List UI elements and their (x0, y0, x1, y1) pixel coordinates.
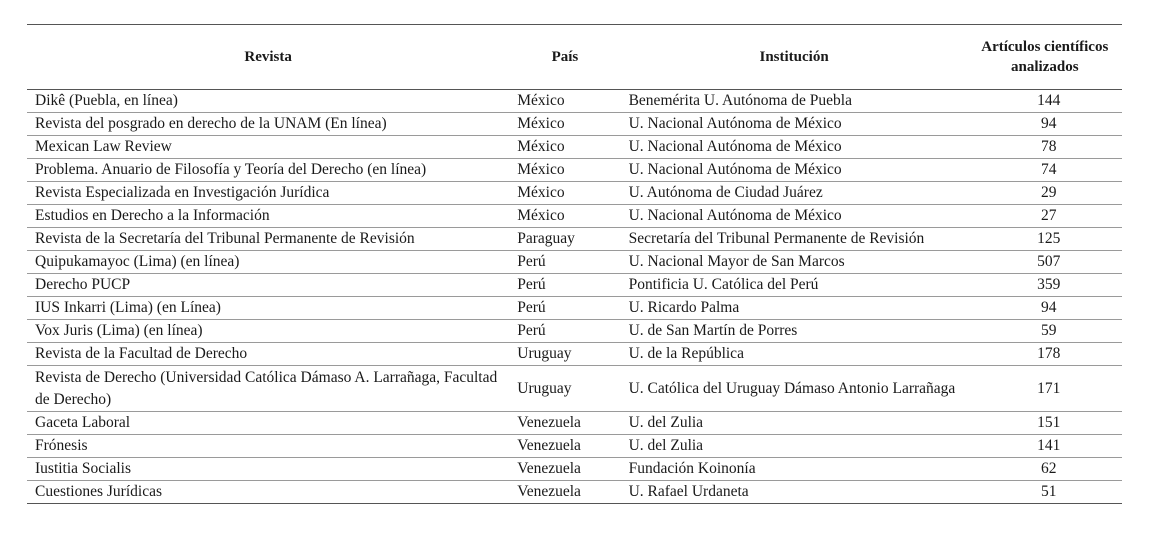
cell-articulos: 125 (968, 228, 1122, 251)
cell-pais: Venezuela (509, 458, 620, 481)
table-row (27, 274, 1122, 297)
cell-institucion: U. del Zulia (621, 412, 968, 435)
cell-revista: Dikê (Puebla, en línea) (27, 90, 509, 113)
cell-revista: Revista de la Facultad de Derecho (27, 343, 509, 366)
cell-institucion: U. Nacional Autónoma de México (621, 136, 968, 159)
cell-pais: Perú (509, 320, 620, 343)
cell-revista: Cuestiones Jurídicas (27, 481, 509, 504)
cell-pais: Venezuela (509, 481, 620, 504)
cell-revista: IUS Inkarri (Lima) (en Línea) (27, 297, 509, 320)
table-row (27, 481, 1122, 504)
table-row (27, 228, 1122, 251)
cell-institucion: U. del Zulia (621, 435, 968, 458)
cell-institucion: U. Nacional Mayor de San Marcos (621, 251, 968, 274)
cell-pais: Uruguay (509, 366, 620, 412)
cell-revista: Revista Especializada en Investigación Jurídica (27, 182, 509, 205)
header-revista: Revista (27, 25, 509, 90)
cell-institucion: U. Autónoma de Ciudad Juárez (621, 182, 968, 205)
table-row (27, 297, 1122, 320)
table-row (27, 205, 1122, 228)
cell-institucion: U. de San Martín de Porres (621, 320, 968, 343)
cell-institucion: Benemérita U. Autónoma de Puebla (621, 90, 968, 113)
cell-institucion: Pontificia U. Católica del Perú (621, 274, 968, 297)
cell-pais: México (509, 90, 620, 113)
cell-pais: Uruguay (509, 343, 620, 366)
cell-articulos: 507 (968, 251, 1122, 274)
header-pais: País (509, 25, 620, 90)
cell-pais: Perú (509, 297, 620, 320)
header-articulos: Artículos científicos analizados (968, 25, 1122, 90)
cell-pais: Venezuela (509, 412, 620, 435)
cell-pais: Perú (509, 274, 620, 297)
cell-pais: México (509, 113, 620, 136)
cell-institucion: U. Ricardo Palma (621, 297, 968, 320)
table-row (27, 251, 1122, 274)
cell-revista: Iustitia Socialis (27, 458, 509, 481)
cell-articulos: 141 (968, 435, 1122, 458)
cell-revista: Estudios en Derecho a la Información (27, 205, 509, 228)
cell-articulos: 51 (968, 481, 1122, 504)
table-row (27, 136, 1122, 159)
table-row (27, 90, 1122, 113)
table-row (27, 435, 1122, 458)
header-row (27, 25, 1122, 90)
cell-revista: Problema. Anuario de Filosofía y Teoría del Derecho (en línea) (27, 159, 509, 182)
cell-revista: Vox Juris (Lima) (en línea) (27, 320, 509, 343)
cell-institucion: U. Nacional Autónoma de México (621, 159, 968, 182)
cell-pais: Venezuela (509, 435, 620, 458)
cell-pais: Perú (509, 251, 620, 274)
cell-institucion: Secretaría del Tribunal Permanente de Revisión (621, 228, 968, 251)
cell-revista: Derecho PUCP (27, 274, 509, 297)
table-row (27, 113, 1122, 136)
cell-pais: México (509, 205, 620, 228)
table-row (27, 366, 1122, 412)
cell-revista: Revista de Derecho (Universidad Católica Dámaso A. Larrañaga, Facultad de Derecho) (27, 366, 509, 412)
cell-articulos: 74 (968, 159, 1122, 182)
table-row (27, 182, 1122, 205)
cell-pais: México (509, 136, 620, 159)
cell-pais: México (509, 159, 620, 182)
cell-revista: Quipukamayoc (Lima) (en línea) (27, 251, 509, 274)
cell-institucion: U. Rafael Urdaneta (621, 481, 968, 504)
cell-articulos: 27 (968, 205, 1122, 228)
journals-table (27, 24, 1122, 504)
cell-articulos: 94 (968, 297, 1122, 320)
cell-articulos: 62 (968, 458, 1122, 481)
table-row (27, 159, 1122, 182)
cell-pais: México (509, 182, 620, 205)
cell-articulos: 171 (968, 366, 1122, 412)
header-institucion: Institución (621, 25, 968, 90)
table-row (27, 320, 1122, 343)
cell-articulos: 94 (968, 113, 1122, 136)
cell-institucion: U. Nacional Autónoma de México (621, 113, 968, 136)
cell-institucion: U. de la República (621, 343, 968, 366)
cell-institucion: U. Católica del Uruguay Dámaso Antonio Larrañaga (621, 366, 968, 412)
cell-revista: Gaceta Laboral (27, 412, 509, 435)
cell-articulos: 78 (968, 136, 1122, 159)
cell-articulos: 178 (968, 343, 1122, 366)
table-row (27, 412, 1122, 435)
cell-articulos: 144 (968, 90, 1122, 113)
cell-articulos: 359 (968, 274, 1122, 297)
cell-revista: Frónesis (27, 435, 509, 458)
cell-articulos: 151 (968, 412, 1122, 435)
cell-articulos: 29 (968, 182, 1122, 205)
table-row (27, 458, 1122, 481)
cell-institucion: U. Nacional Autónoma de México (621, 205, 968, 228)
cell-articulos: 59 (968, 320, 1122, 343)
cell-revista: Revista del posgrado en derecho de la UNAM (En línea) (27, 113, 509, 136)
cell-revista: Mexican Law Review (27, 136, 509, 159)
table-row (27, 343, 1122, 366)
cell-institucion: Fundación Koinonía (621, 458, 968, 481)
table-body (27, 90, 1122, 504)
cell-pais: Paraguay (509, 228, 620, 251)
cell-revista: Revista de la Secretaría del Tribunal Permanente de Revisión (27, 228, 509, 251)
